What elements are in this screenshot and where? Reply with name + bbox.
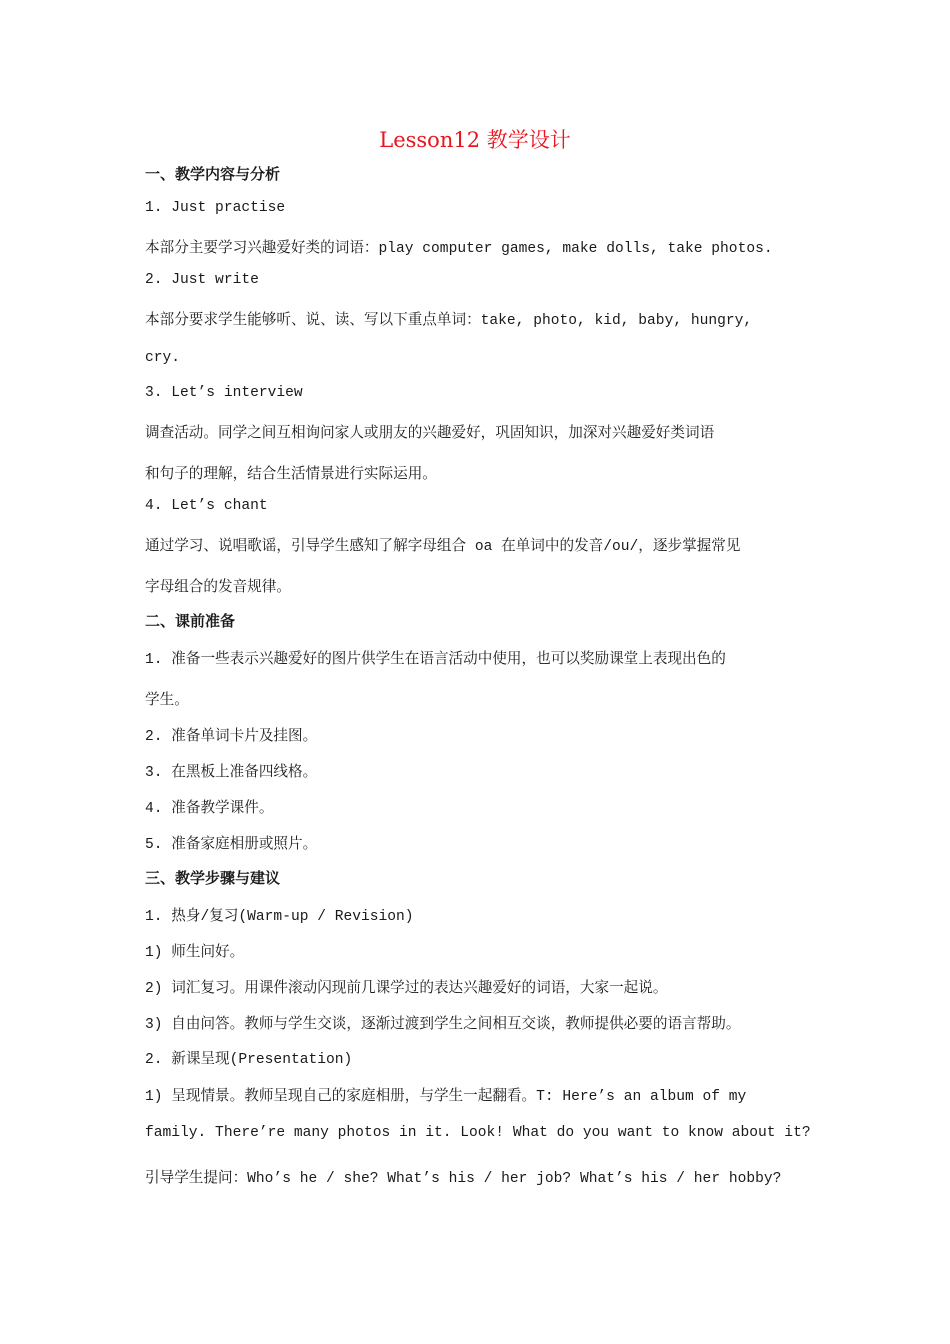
item-just-practise: 1. Just practise bbox=[145, 200, 286, 216]
step-1-item-2: 2) 词汇复习。用课件滚动闪现前几课学过的表达兴趣爱好的词语，大家一起说。 bbox=[145, 981, 668, 997]
item-just-write: 2. Just write bbox=[145, 272, 259, 288]
prep-item-1: 1. 准备一些表示兴趣爱好的图片供学生在语言活动中使用，也可以奖励课堂上表现出色的 bbox=[145, 652, 726, 668]
prep-item-3: 3. 在黑板上准备四线格。 bbox=[145, 765, 318, 781]
item-just-practise-text: 本部分主要学习兴趣爱好类的词语：play computer games, make dolls, take photos. bbox=[145, 241, 773, 257]
item-just-write-text-cont: cry. bbox=[145, 350, 181, 366]
item-lets-chant: 4. Let’s chant bbox=[145, 498, 268, 514]
item-lets-interview-text: 调查活动。同学之间互相询问家人或朋友的兴趣爱好，巩固知识，加深对兴趣爱好类词语 bbox=[145, 426, 715, 442]
page-title: Lesson12 教学设计 bbox=[379, 128, 571, 152]
section-heading-teaching-steps: 三、教学步骤与建议 bbox=[145, 869, 281, 887]
step-2-item-1-cont: family. There’re many photos in it. Look! What do you want to know about it? bbox=[145, 1125, 811, 1141]
prep-item-1-cont: 学生。 bbox=[145, 693, 189, 709]
section-heading-preparation: 二、课前准备 bbox=[145, 612, 236, 630]
step-2-heading: 2. 新课呈现(Presentation) bbox=[145, 1052, 353, 1068]
section-heading-content-analysis: 一、教学内容与分析 bbox=[145, 165, 281, 183]
item-lets-interview-text-cont: 和句子的理解，结合生活情景进行实际运用。 bbox=[145, 467, 437, 483]
step-1-item-1: 1) 师生问好。 bbox=[145, 945, 245, 961]
step-1-heading: 1. 热身/复习(Warm-up / Revision) bbox=[145, 909, 414, 925]
step-1-item-3: 3) 自由问答。教师与学生交谈，逐渐过渡到学生之间相互交谈，教师提供必要的语言帮助。 bbox=[145, 1017, 741, 1033]
prep-item-4: 4. 准备教学课件。 bbox=[145, 801, 274, 817]
item-lets-chant-text: 通过学习、说唱歌谣，引导学生感知了解字母组合 oa 在单词中的发音/ou/，逐步掌握常见 bbox=[145, 539, 741, 555]
step-2-item-1: 1) 呈现情景。教师呈现自己的家庭相册，与学生一起翻看。T: Here’s an album of my bbox=[145, 1089, 747, 1105]
item-lets-interview: 3. Let’s interview bbox=[145, 385, 303, 401]
prep-item-2: 2. 准备单词卡片及挂图。 bbox=[145, 729, 318, 745]
prep-item-5: 5. 准备家庭相册或照片。 bbox=[145, 837, 318, 853]
item-just-write-text: 本部分要求学生能够听、说、读、写以下重点单词：take, photo, kid, baby, hungry, bbox=[145, 313, 753, 329]
item-lets-chant-text-cont: 字母组合的发音规律。 bbox=[145, 580, 291, 596]
step-2-item-1-cont-2: 引导学生提问：Who’s he / she? What’s his / her job? What’s his / her hobby? bbox=[145, 1171, 782, 1187]
